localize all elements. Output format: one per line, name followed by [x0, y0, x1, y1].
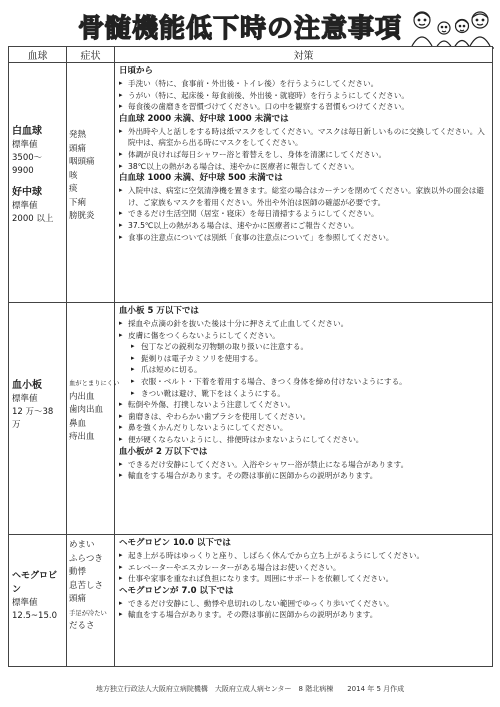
symptom-item: ふらつき — [69, 553, 103, 564]
symptom-item: めまい — [69, 540, 95, 550]
platelet-standard-range: 12 万～38 万 — [12, 407, 54, 430]
footer-credit: 地方独立行政法人大阪府立病院機構 大阪府立成人病センター 8 階北病棟 2014 年 5 月作成 — [95, 685, 405, 693]
measure-item: ▸ エレベーターやエスカレーターがある場合はお使いください。 — [119, 562, 488, 574]
measure-heading: 日頃から — [119, 66, 154, 76]
symptom-item: 動悸 — [69, 567, 87, 577]
table-row-platelet — [9, 303, 493, 535]
measure-item: ▸ 便が硬くならないようにし、排便時はかまないようにしてください。 — [119, 434, 488, 446]
symptom-item: 血がとまりにくい — [69, 380, 120, 387]
wbc-name: 白血球 — [12, 126, 42, 137]
platelet-name: 血小板 — [12, 380, 42, 391]
measure-subitem: ▸ 包丁などの鋭利な刃物類の取り扱いに注意する。 — [119, 341, 488, 353]
measure-subitem: ▸ 衣服・ベルト・下着を着用する場合、きつく身体を締め付けないようにする。 — [119, 376, 488, 388]
precautions-table — [8, 46, 493, 667]
measure-heading: 白血球 2000 未満、好中球 1000 未満では — [119, 113, 289, 124]
hemoglobin-symptoms — [67, 535, 115, 667]
family-illustration — [408, 6, 494, 50]
measure-item: ▸ 体調が良ければ毎日シャワー浴と着替えをし、身体を清潔にしてください。 — [119, 149, 488, 161]
header-blood: 血球 — [9, 47, 67, 63]
measure-item: ▸ できるだけ安静にし、動悸や息切れのしない範囲でゆっくり歩いてください。 — [119, 598, 488, 610]
symptom-item: 手足が冷たい — [69, 609, 107, 617]
measure-item: ▸ 鼻を強くかんだりしないようにしてください。 — [119, 422, 488, 434]
symptom-item: だるさ — [69, 621, 95, 631]
symptom-item: 下痢 — [69, 197, 87, 208]
measure-item: ▸ 採血や点滴の針を抜いた後は十分に押さえて止血してください。 — [119, 318, 488, 330]
hemoglobin-measures — [115, 535, 493, 667]
measure-item: ▸ 37.5℃以上の熱がある場合は、速やかに医療者にご報告ください。 — [119, 220, 488, 232]
measure-item: ▸ できるだけ生活空間（居室・寝床）を毎日清掃するようにしてください。 — [119, 208, 488, 220]
symptom-item: 息苦しさ — [69, 580, 104, 591]
symptom-item: 咳 — [69, 170, 78, 181]
wbc-measures — [115, 63, 493, 303]
symptom-item: 歯肉出血 — [69, 405, 104, 415]
hemoglobin-standard-label: 標準値 — [12, 598, 38, 608]
measure-item: ▸ 仕事や家事を重なれば負担になります。周囲にサポートを依頼してください。 — [119, 573, 488, 585]
measure-item: ▸ 入院中は、病室に空気清浄機を置きます。総室の場合はカーテンを閉めてください。家族以外の面会は避け、ご家族もマスクを着用ください。外出や外泊は医師の確認が必要です。 — [119, 185, 488, 208]
measure-item: ▸ 毎食後の歯磨きを習慣づけてください。口の中を観察する習慣もつけてください。 — [119, 101, 488, 113]
wbc-category — [9, 63, 67, 303]
wbc-standard-range: 3500～9900 — [12, 153, 43, 176]
measure-item: ▸ 転倒や外傷、打撲しないよう注意してください。 — [119, 399, 488, 411]
neutrophil-standard-label: 標準値 — [12, 201, 38, 211]
measure-heading: 血小板が 2 万以下では — [119, 446, 208, 457]
measure-heading: 白血球 1000 未満、好中球 500 未満では — [119, 173, 283, 184]
symptom-item: 頭痛 — [69, 143, 87, 154]
header-symptom: 症状 — [67, 47, 115, 63]
neutrophil-name: 好中球 — [12, 187, 42, 198]
measure-subitem: ▸ 爪は短めに切る。 — [119, 364, 488, 376]
hemoglobin-name: ヘモグロビン — [12, 571, 58, 595]
wbc-standard-label: 標準値 — [12, 140, 38, 150]
measure-heading: ヘモグロビンが 7.0 以下では — [119, 585, 234, 596]
measure-subitem: ▸ 髭剃りは電子カミソリを使用する。 — [119, 353, 488, 365]
measure-item: ▸ 38℃以上の熱がある場合は、速やかに医療者に報告してください。 — [119, 161, 488, 173]
header-measure: 対策 — [115, 47, 493, 63]
measure-item: ▸ 手洗い（特に、食事前・外出後・トイレ後）を行うようにしてください。 — [119, 78, 488, 90]
measure-item: ▸ できるだけ安静にしてください。入浴やシャワー浴が禁止になる場合があります。 — [119, 459, 488, 471]
symptom-item: 咽頭痛 — [69, 157, 95, 167]
table-row-hemoglobin — [9, 535, 493, 667]
measure-item: ▸ 皮膚に傷をつくらないようにしてください。 — [119, 330, 488, 342]
measure-heading: 血小板 5 万以下では — [119, 306, 199, 316]
symptom-item: 発熱 — [69, 130, 87, 140]
measure-item: ▸ 輸血をする場合があります。その際は事前に医師からの説明があります。 — [119, 609, 488, 621]
measure-item: ▸ 起き上がる時はゆっくりと座り、しばらく休んでから立ち上がるようにしてください。 — [119, 550, 488, 562]
symptom-item: 膀胱炎 — [69, 211, 95, 221]
neutrophil-standard-range: 2000 以上 — [12, 214, 54, 224]
platelet-symptoms — [67, 303, 120, 535]
platelet-category — [9, 303, 67, 535]
platelet-measures — [115, 303, 493, 535]
platelet-standard-label: 標準値 — [12, 394, 38, 404]
measure-item: ▸ うがい（特に、起床後・毎食前後、外出後・就寝時）を行うようにしてください。 — [119, 90, 488, 102]
page-title: 骨髄機能低下時の注意事項 — [77, 14, 402, 44]
table-row-wbc — [9, 63, 493, 303]
symptom-item: 痰 — [69, 184, 78, 194]
measure-item: ▸ 輸血をする場合があります。その際は事前に医師からの説明があります。 — [119, 470, 488, 482]
symptom-item: 痔出血 — [69, 432, 95, 442]
measure-item: ▸ 外出時や人と話しをする時は紙マスクをしてください。マスクは毎日新しいものに交換してください。入院中は、病室から出る時にマスクをしてください。 — [119, 126, 488, 149]
hemoglobin-standard-range: 12.5~15.0 — [12, 611, 57, 621]
measure-heading: ヘモグロビン 10.0 以下では — [119, 538, 231, 548]
measure-subitem: ▸ きつい靴は避け、靴下をはくようにする。 — [119, 388, 488, 400]
table-header-row — [9, 47, 493, 63]
symptom-item: 頭痛 — [69, 594, 87, 604]
measure-item: ▸ 歯磨きは、やわらかい歯ブラシを使用してください。 — [119, 411, 488, 423]
wbc-symptoms — [67, 63, 115, 303]
symptom-item: 鼻血 — [69, 418, 87, 429]
symptom-item: 内出血 — [69, 391, 95, 402]
hemoglobin-category — [9, 535, 67, 667]
measure-item: ▸ 食事の注意点については別紙「食事の注意点について」を参照してください。 — [119, 232, 488, 244]
